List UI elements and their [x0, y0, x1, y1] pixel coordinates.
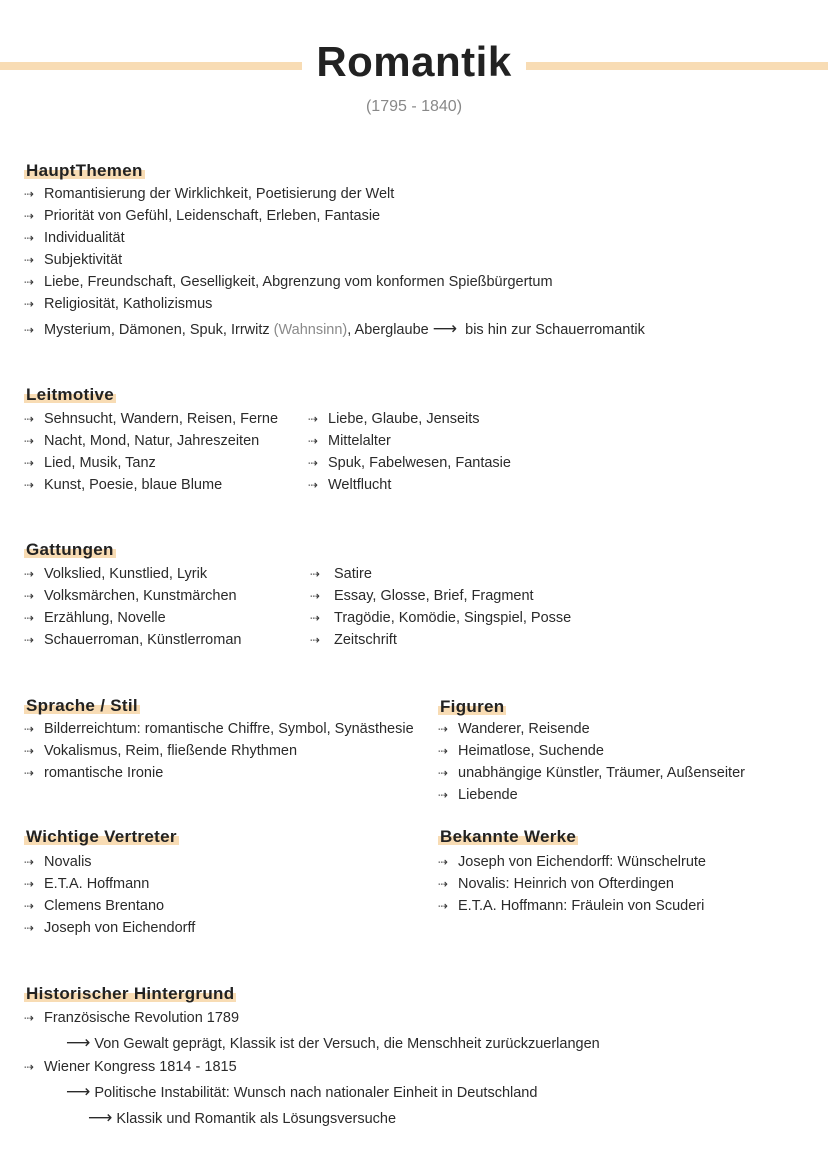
list-item: ⇢ Liebe, Freundschaft, Geselligkeit, Abgrenzung vom konformen Spießbürgertum — [24, 271, 645, 293]
list-item: ⇢ Mittelalter — [308, 430, 511, 452]
list-item: ⇢ Sehnsucht, Wandern, Reisen, Ferne — [24, 408, 278, 430]
list-item: ⇢ Zeitschrift — [310, 629, 571, 651]
arrow-icon: ⇢ — [24, 187, 35, 201]
arrow-icon: ⇢ — [310, 633, 321, 647]
arrow-icon: ⇢ — [308, 434, 319, 448]
list-item: ⇢ Novalis: Heinrich von Ofterdingen — [438, 873, 706, 895]
arrow-icon: ⇢ — [310, 611, 321, 625]
arrow-icon: ⇢ — [308, 456, 319, 470]
heading-leitmotive: Leitmotive — [26, 385, 115, 404]
arrow-icon: ⇢ — [24, 456, 35, 470]
hist-item-kongress: ⇢ Wiener Kongress 1814 - 1815 — [24, 1056, 237, 1078]
arrow-icon: ⇢ — [310, 589, 321, 603]
arrow-icon: ⇢ — [24, 297, 35, 311]
list-figuren — [438, 718, 745, 806]
list-vertreter — [24, 851, 195, 939]
list-item: ⇢ Vokalismus, Reim, fließende Rhythmen — [24, 740, 414, 762]
arrow-icon: ⇢ — [308, 412, 319, 426]
list-item: ⇢ Volksmärchen, Kunstmärchen — [24, 585, 241, 607]
arrow-icon: ⇢ — [438, 855, 449, 869]
list-item: ⇢ E.T.A. Hoffmann: Fräulein von Scuderi — [438, 895, 706, 917]
list-item: ⇢ Mysterium, Dämonen, Spuk, Irrwitz (Wahnsinn), Aberglaube ⟶ bis hin zur Schauerromantik — [24, 318, 645, 341]
arrow-icon: ⇢ — [24, 633, 35, 647]
list-sprache-stil — [24, 718, 414, 784]
list-item: ⇢ Erzählung, Novelle — [24, 607, 241, 629]
arrow-icon: ⇢ — [438, 899, 449, 913]
arrow-icon: ⇢ — [310, 567, 321, 581]
list-item: ⇢ Essay, Glosse, Brief, Fragment — [310, 585, 571, 607]
list-item: ⇢ Joseph von Eichendorff — [24, 917, 195, 939]
arrow-icon: ⇢ — [24, 231, 35, 245]
arrow-icon: ⇢ — [24, 567, 35, 581]
list-item: ⇢ Heimatlose, Suchende — [438, 740, 745, 762]
list-hauptthemen — [24, 183, 645, 341]
heading-hauptthemen: HauptThemen — [26, 161, 143, 180]
list-item: ⇢ Tragödie, Komödie, Singspiel, Posse — [310, 607, 571, 629]
arrow-icon: ⇢ — [438, 877, 449, 891]
arrow-icon: ⇢ — [24, 766, 35, 780]
long-arrow-icon: ⟶ — [432, 319, 458, 338]
arrow-icon: ⇢ — [24, 209, 35, 223]
arrow-icon: ⇢ — [24, 921, 35, 935]
hist-subitem-loesungsversuche: ⟶ Klassik und Romantik als Lösungsversuche — [88, 1108, 397, 1127]
list-item: ⇢ Religiosität, Katholizismus — [24, 293, 645, 315]
arrow-icon: ⇢ — [24, 478, 35, 492]
list-item: ⇢ Individualität — [24, 227, 645, 249]
list-item: ⇢ Clemens Brentano — [24, 895, 195, 917]
arrow-icon: ⇢ — [24, 412, 35, 426]
list-item: ⇢ Weltflucht — [308, 474, 511, 496]
list-werke — [438, 851, 706, 917]
list-item: ⇢ E.T.A. Hoffmann — [24, 873, 195, 895]
list-leitmotive-left — [24, 408, 278, 496]
list-item: ⇢ Nacht, Mond, Natur, Jahreszeiten — [24, 430, 278, 452]
heading-historischer-hintergrund: Historischer Hintergrund — [26, 984, 235, 1003]
list-item: ⇢ Bilderreichtum: romantische Chiffre, Symbol, Synästhesie — [24, 718, 414, 740]
list-item: ⇢ unabhängige Künstler, Träumer, Außenseiter — [438, 762, 745, 784]
arrow-icon: ⇢ — [24, 275, 35, 289]
arrow-icon: ⇢ — [24, 434, 35, 448]
list-item: ⇢ Wanderer, Reisende — [438, 718, 745, 740]
arrow-icon: ⇢ — [24, 323, 35, 337]
list-item: ⇢ Schauerroman, Künstlerroman — [24, 629, 241, 651]
arrow-icon: ⇢ — [24, 1011, 35, 1025]
arrow-icon: ⇢ — [24, 589, 35, 603]
list-item: ⇢ Volkslied, Kunstlied, Lyrik — [24, 563, 241, 585]
list-item: ⇢ Kunst, Poesie, blaue Blume — [24, 474, 278, 496]
list-item: ⇢ Subjektivität — [24, 249, 645, 271]
list-item: ⇢ romantische Ironie — [24, 762, 414, 784]
list-item: ⇢ Satire — [310, 563, 571, 585]
list-leitmotive-right — [308, 408, 511, 496]
page-title — [0, 38, 828, 86]
arrow-icon: ⇢ — [438, 722, 449, 736]
list-item: ⇢ Spuk, Fabelwesen, Fantasie — [308, 452, 511, 474]
list-gattungen-left — [24, 563, 241, 651]
arrow-icon: ⇢ — [24, 855, 35, 869]
arrow-icon: ⇢ — [24, 722, 35, 736]
list-item: ⇢ Joseph von Eichendorff: Wünschelrute — [438, 851, 706, 873]
list-item: ⇢ Romantisierung der Wirklichkeit, Poetisierung der Welt — [24, 183, 645, 205]
arrow-icon: ⇢ — [24, 611, 35, 625]
arrow-icon: ⇢ — [438, 744, 449, 758]
heading-figuren: Figuren — [440, 697, 505, 716]
arrow-icon: ⇢ — [438, 766, 449, 780]
list-item: ⇢ Priorität von Gefühl, Leidenschaft, Erleben, Fantasie — [24, 205, 645, 227]
arrow-icon: ⇢ — [24, 899, 35, 913]
list-item: ⇢ Lied, Musik, Tanz — [24, 452, 278, 474]
arrow-icon: ⇢ — [24, 744, 35, 758]
hist-subitem-gewalt: ⟶ Von Gewalt geprägt, Klassik ist der Versuch, die Menschheit zurückzuerlangen — [66, 1033, 600, 1052]
page-subtitle: (1795 - 1840) — [365, 98, 463, 115]
arrow-icon: ⇢ — [24, 877, 35, 891]
heading-bekannte-werke: Bekannte Werke — [440, 827, 577, 846]
long-arrow-icon: ⟶ — [88, 1108, 113, 1127]
heading-sprache-stil: Sprache / Stil — [26, 696, 138, 715]
heading-gattungen: Gattungen — [26, 540, 114, 559]
arrow-icon: ⇢ — [308, 478, 319, 492]
list-gattungen-right — [310, 563, 571, 651]
page-title-text: Romantik — [302, 38, 525, 85]
arrow-icon: ⇢ — [24, 253, 35, 267]
arrow-icon: ⇢ — [438, 788, 449, 802]
long-arrow-icon: ⟶ — [66, 1082, 91, 1101]
list-item: ⇢ Novalis — [24, 851, 195, 873]
hist-subitem-instabilitaet: ⟶ Politische Instabilität: Wunsch nach nationaler Einheit in Deutschland — [66, 1082, 538, 1101]
heading-wichtige-vertreter: Wichtige Vertreter — [26, 827, 177, 846]
arrow-icon: ⇢ — [24, 1060, 35, 1074]
long-arrow-icon: ⟶ — [66, 1033, 91, 1052]
list-item: ⇢ Liebe, Glaube, Jenseits — [308, 408, 511, 430]
hist-item-revolution: ⇢ Französische Revolution 1789 — [24, 1007, 239, 1029]
list-item: ⇢ Liebende — [438, 784, 745, 806]
